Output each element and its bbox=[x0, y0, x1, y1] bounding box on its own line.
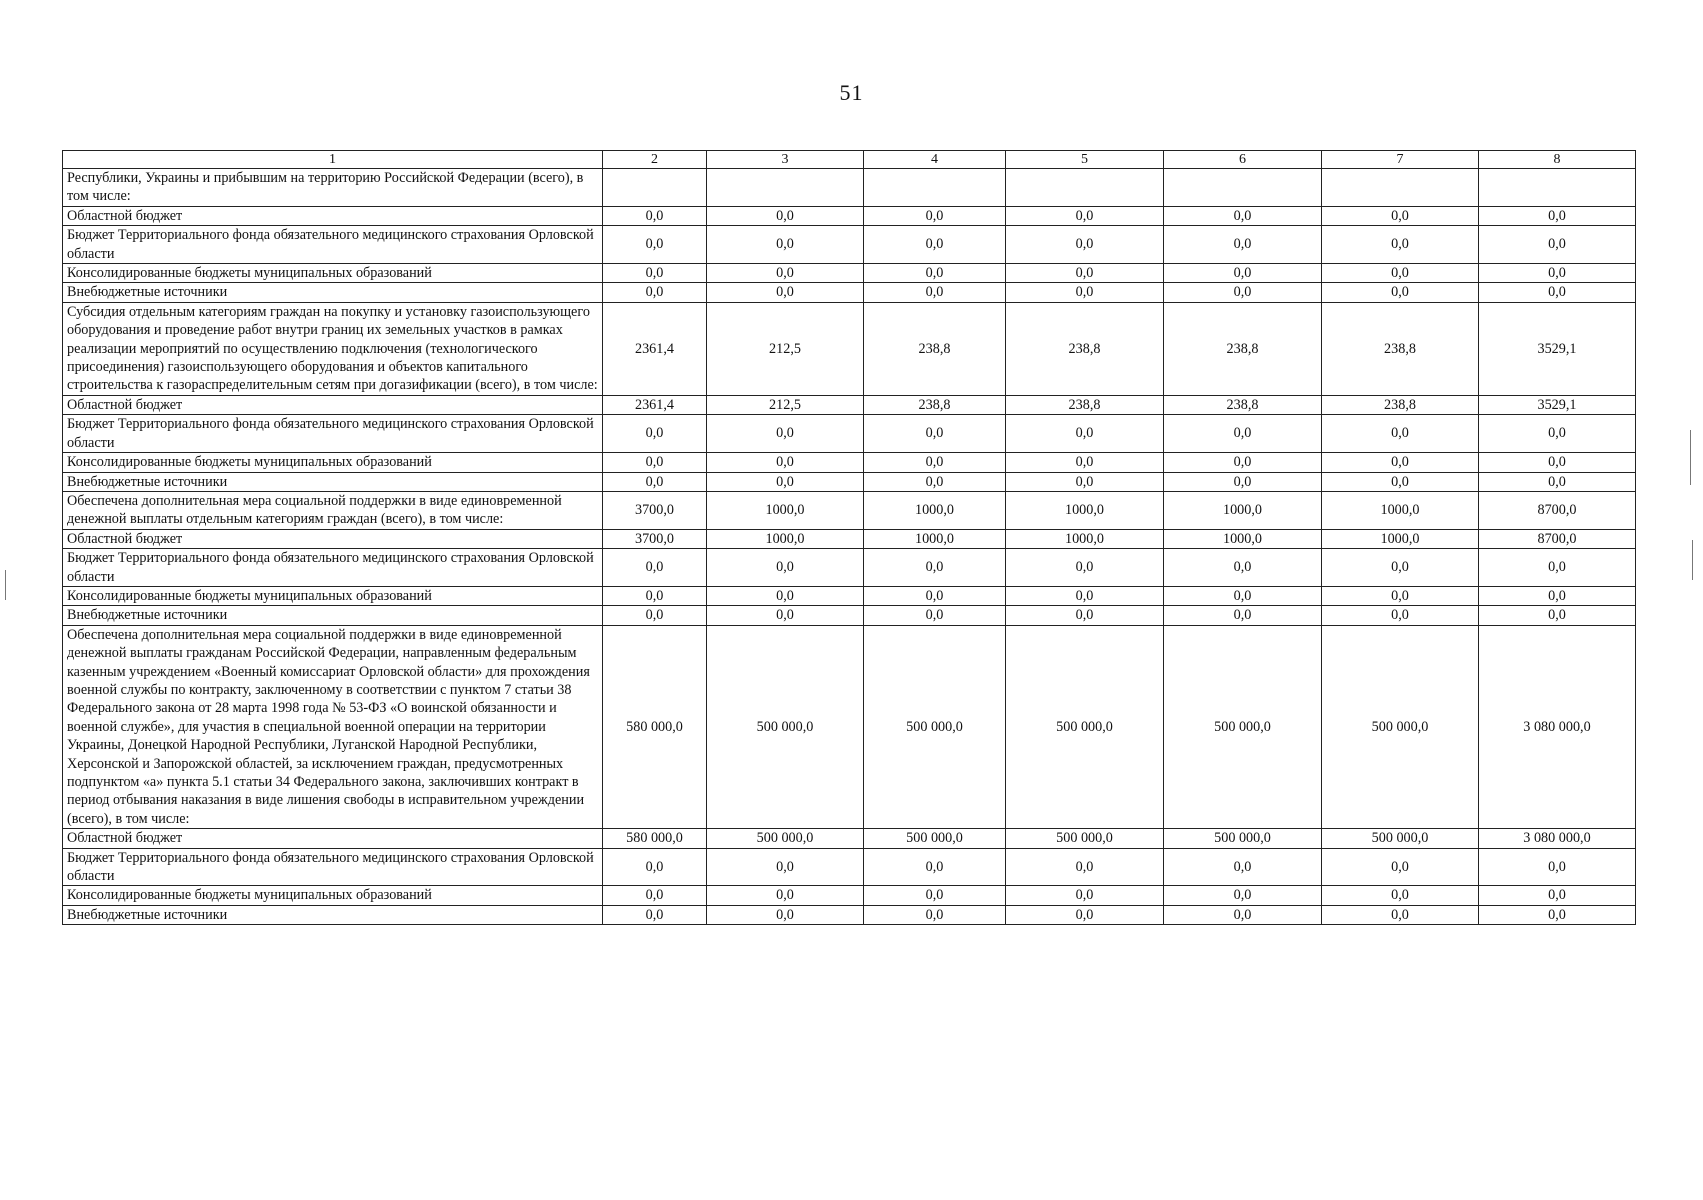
value-cell bbox=[864, 169, 1006, 207]
value-cell: 238,8 bbox=[1322, 302, 1479, 395]
value-cell: 0,0 bbox=[603, 206, 707, 225]
row-label: Внебюджетные источники bbox=[63, 472, 603, 491]
value-cell: 3529,1 bbox=[1479, 395, 1636, 414]
value-cell: 0,0 bbox=[1164, 472, 1322, 491]
table-row bbox=[63, 264, 1636, 283]
value-cell: 1000,0 bbox=[1322, 529, 1479, 548]
row-label: Консолидированные бюджеты муниципальных образований bbox=[63, 586, 603, 605]
value-cell: 1000,0 bbox=[1164, 529, 1322, 548]
table-row bbox=[63, 472, 1636, 491]
value-cell: 0,0 bbox=[603, 226, 707, 264]
value-cell: 0,0 bbox=[1479, 206, 1636, 225]
value-cell: 0,0 bbox=[1322, 606, 1479, 625]
value-cell: 0,0 bbox=[707, 226, 864, 264]
row-label: Консолидированные бюджеты муниципальных образований bbox=[63, 453, 603, 472]
value-cell: 212,5 bbox=[707, 395, 864, 414]
value-cell: 0,0 bbox=[864, 848, 1006, 886]
value-cell: 0,0 bbox=[1164, 848, 1322, 886]
value-cell: 0,0 bbox=[603, 586, 707, 605]
value-cell: 0,0 bbox=[707, 206, 864, 225]
value-cell: 238,8 bbox=[1006, 302, 1164, 395]
value-cell: 0,0 bbox=[707, 264, 864, 283]
row-label: Внебюджетные источники bbox=[63, 606, 603, 625]
value-cell: 0,0 bbox=[707, 453, 864, 472]
row-label: Областной бюджет bbox=[63, 529, 603, 548]
row-label: Областной бюджет bbox=[63, 395, 603, 414]
scan-artifact bbox=[5, 570, 6, 600]
value-cell: 0,0 bbox=[603, 606, 707, 625]
value-cell: 0,0 bbox=[864, 586, 1006, 605]
value-cell: 0,0 bbox=[1006, 586, 1164, 605]
table-row bbox=[63, 829, 1636, 848]
value-cell: 580 000,0 bbox=[603, 625, 707, 828]
value-cell: 500 000,0 bbox=[1006, 829, 1164, 848]
row-label: Консолидированные бюджеты муниципальных образований bbox=[63, 264, 603, 283]
column-header: 4 bbox=[864, 151, 1006, 169]
value-cell bbox=[1322, 169, 1479, 207]
column-header: 2 bbox=[603, 151, 707, 169]
row-label: Обеспечена дополнительная мера социальной поддержки в виде единовременной денежной выплаты гражданам Российской Федерации, направленным федеральным казенным учреждением «Военный комиссариат Орловской области» для прохождения военной службы по контракту, заключенному в соответствии с пунктом 7 статьи 38 Федерального закона от 28 марта 1998 года № 53-ФЗ «О воинской обязанности и военной службе», для участия в специальной военной операции на территории Украины, Донецкой Народной Республики, Луганской Народной Республики, Херсонской и Запорожской областей, за исключением граждан, предусмотренных подпунктом «а» пункта 5.1 статьи 34 Федерального закона, заключивших контракт в период отбывания наказания в виде лишения свободы в исправительном учреждении (всего), в том числе: bbox=[63, 625, 603, 828]
value-cell: 0,0 bbox=[707, 886, 864, 905]
value-cell: 3 080 000,0 bbox=[1479, 625, 1636, 828]
value-cell: 0,0 bbox=[1479, 848, 1636, 886]
value-cell: 0,0 bbox=[1006, 415, 1164, 453]
scan-artifact bbox=[1692, 540, 1693, 580]
value-cell: 0,0 bbox=[864, 886, 1006, 905]
value-cell: 500 000,0 bbox=[707, 829, 864, 848]
value-cell bbox=[1164, 169, 1322, 207]
value-cell: 0,0 bbox=[1164, 226, 1322, 264]
table-row bbox=[63, 905, 1636, 924]
value-cell: 1000,0 bbox=[864, 491, 1006, 529]
value-cell: 0,0 bbox=[1006, 472, 1164, 491]
value-cell: 0,0 bbox=[603, 886, 707, 905]
value-cell: 0,0 bbox=[1164, 905, 1322, 924]
value-cell: 238,8 bbox=[1164, 302, 1322, 395]
value-cell: 0,0 bbox=[1479, 549, 1636, 587]
value-cell: 238,8 bbox=[1006, 395, 1164, 414]
value-cell: 0,0 bbox=[1164, 886, 1322, 905]
value-cell bbox=[1479, 169, 1636, 207]
row-label: Обеспечена дополнительная мера социальной поддержки в виде единовременной денежной выплаты отдельным категориям граждан (всего), в том числе: bbox=[63, 491, 603, 529]
table-body bbox=[63, 169, 1636, 925]
table-row bbox=[63, 529, 1636, 548]
value-cell: 0,0 bbox=[1164, 264, 1322, 283]
table-row bbox=[63, 491, 1636, 529]
value-cell: 500 000,0 bbox=[1006, 625, 1164, 828]
row-label: Внебюджетные источники bbox=[63, 905, 603, 924]
value-cell: 3700,0 bbox=[603, 529, 707, 548]
value-cell: 0,0 bbox=[1006, 206, 1164, 225]
value-cell: 500 000,0 bbox=[864, 829, 1006, 848]
value-cell: 0,0 bbox=[1164, 549, 1322, 587]
value-cell: 0,0 bbox=[1322, 905, 1479, 924]
value-cell: 1000,0 bbox=[864, 529, 1006, 548]
value-cell bbox=[707, 169, 864, 207]
value-cell: 238,8 bbox=[1322, 395, 1479, 414]
column-header: 6 bbox=[1164, 151, 1322, 169]
value-cell: 8700,0 bbox=[1479, 491, 1636, 529]
value-cell: 3 080 000,0 bbox=[1479, 829, 1636, 848]
value-cell: 0,0 bbox=[864, 206, 1006, 225]
table-row bbox=[63, 549, 1636, 587]
table-row bbox=[63, 886, 1636, 905]
value-cell: 0,0 bbox=[864, 472, 1006, 491]
value-cell: 0,0 bbox=[1164, 206, 1322, 225]
value-cell: 1000,0 bbox=[1164, 491, 1322, 529]
value-cell: 0,0 bbox=[603, 472, 707, 491]
value-cell: 0,0 bbox=[1322, 264, 1479, 283]
value-cell: 500 000,0 bbox=[1322, 829, 1479, 848]
value-cell: 8700,0 bbox=[1479, 529, 1636, 548]
value-cell bbox=[1006, 169, 1164, 207]
value-cell: 0,0 bbox=[1479, 472, 1636, 491]
value-cell: 0,0 bbox=[1322, 283, 1479, 302]
value-cell: 0,0 bbox=[1479, 586, 1636, 605]
value-cell: 500 000,0 bbox=[707, 625, 864, 828]
value-cell: 0,0 bbox=[603, 453, 707, 472]
value-cell: 0,0 bbox=[707, 848, 864, 886]
value-cell: 0,0 bbox=[603, 264, 707, 283]
value-cell: 2361,4 bbox=[603, 302, 707, 395]
value-cell: 1000,0 bbox=[1006, 529, 1164, 548]
value-cell: 3529,1 bbox=[1479, 302, 1636, 395]
column-header: 1 bbox=[63, 151, 603, 169]
value-cell: 0,0 bbox=[1479, 886, 1636, 905]
table-row bbox=[63, 206, 1636, 225]
column-header: 5 bbox=[1006, 151, 1164, 169]
table-row bbox=[63, 586, 1636, 605]
value-cell: 0,0 bbox=[1006, 226, 1164, 264]
table-row bbox=[63, 606, 1636, 625]
value-cell: 0,0 bbox=[707, 549, 864, 587]
table-row bbox=[63, 302, 1636, 395]
value-cell: 0,0 bbox=[864, 606, 1006, 625]
value-cell: 0,0 bbox=[1479, 415, 1636, 453]
value-cell: 1000,0 bbox=[1006, 491, 1164, 529]
table-header-row bbox=[63, 151, 1636, 169]
table-row bbox=[63, 283, 1636, 302]
value-cell: 0,0 bbox=[1479, 226, 1636, 264]
column-header: 8 bbox=[1479, 151, 1636, 169]
value-cell: 0,0 bbox=[1006, 886, 1164, 905]
value-cell: 0,0 bbox=[707, 415, 864, 453]
row-label: Консолидированные бюджеты муниципальных образований bbox=[63, 886, 603, 905]
value-cell: 0,0 bbox=[1479, 606, 1636, 625]
value-cell: 3700,0 bbox=[603, 491, 707, 529]
value-cell: 0,0 bbox=[1164, 415, 1322, 453]
value-cell: 0,0 bbox=[864, 283, 1006, 302]
value-cell: 0,0 bbox=[864, 549, 1006, 587]
value-cell: 0,0 bbox=[1479, 264, 1636, 283]
value-cell: 0,0 bbox=[864, 264, 1006, 283]
value-cell: 0,0 bbox=[707, 606, 864, 625]
value-cell: 212,5 bbox=[707, 302, 864, 395]
value-cell: 0,0 bbox=[1006, 549, 1164, 587]
table-row bbox=[63, 395, 1636, 414]
value-cell: 0,0 bbox=[1006, 905, 1164, 924]
value-cell: 238,8 bbox=[864, 302, 1006, 395]
value-cell: 0,0 bbox=[1322, 226, 1479, 264]
value-cell: 0,0 bbox=[603, 549, 707, 587]
value-cell: 0,0 bbox=[1006, 848, 1164, 886]
table-row bbox=[63, 625, 1636, 828]
row-label: Республики, Украины и прибывшим на территорию Российской Федерации (всего), в том числе: bbox=[63, 169, 603, 207]
table-row bbox=[63, 453, 1636, 472]
value-cell: 580 000,0 bbox=[603, 829, 707, 848]
value-cell: 500 000,0 bbox=[864, 625, 1006, 828]
value-cell: 0,0 bbox=[1322, 549, 1479, 587]
value-cell: 0,0 bbox=[1164, 283, 1322, 302]
value-cell: 0,0 bbox=[864, 453, 1006, 472]
value-cell: 238,8 bbox=[1164, 395, 1322, 414]
value-cell: 1000,0 bbox=[707, 491, 864, 529]
value-cell: 500 000,0 bbox=[1322, 625, 1479, 828]
value-cell: 0,0 bbox=[1164, 606, 1322, 625]
table-row bbox=[63, 169, 1636, 207]
value-cell: 0,0 bbox=[707, 472, 864, 491]
row-label: Бюджет Территориального фонда обязательного медицинского страхования Орловской области bbox=[63, 549, 603, 587]
value-cell: 0,0 bbox=[1006, 264, 1164, 283]
column-header: 3 bbox=[707, 151, 864, 169]
value-cell: 500 000,0 bbox=[1164, 829, 1322, 848]
row-label: Субсидия отдельным категориям граждан на покупку и установку газоиспользующего оборудования и проведение работ внутри границ их земельных участков в рамках реализации мероприятий по осуществлению подключения (технологического присоединения) газоиспользующего оборудования и объектов капитального строительства к газораспределительным сетям при догазификации (всего), в том числе: bbox=[63, 302, 603, 395]
value-cell: 0,0 bbox=[1164, 586, 1322, 605]
column-header: 7 bbox=[1322, 151, 1479, 169]
value-cell: 0,0 bbox=[1006, 606, 1164, 625]
row-label: Областной бюджет bbox=[63, 206, 603, 225]
value-cell: 238,8 bbox=[864, 395, 1006, 414]
value-cell: 0,0 bbox=[864, 226, 1006, 264]
table-row bbox=[63, 226, 1636, 264]
value-cell: 1000,0 bbox=[707, 529, 864, 548]
value-cell: 0,0 bbox=[603, 905, 707, 924]
value-cell: 0,0 bbox=[1322, 415, 1479, 453]
value-cell: 2361,4 bbox=[603, 395, 707, 414]
value-cell: 0,0 bbox=[1322, 586, 1479, 605]
row-label: Бюджет Территориального фонда обязательного медицинского страхования Орловской области bbox=[63, 415, 603, 453]
value-cell: 0,0 bbox=[1322, 848, 1479, 886]
scan-artifact bbox=[1690, 430, 1691, 485]
page-number: 51 bbox=[839, 80, 864, 105]
value-cell: 0,0 bbox=[707, 905, 864, 924]
value-cell: 0,0 bbox=[603, 848, 707, 886]
value-cell: 1000,0 bbox=[1322, 491, 1479, 529]
row-label: Внебюджетные источники bbox=[63, 283, 603, 302]
table-row bbox=[63, 848, 1636, 886]
value-cell: 0,0 bbox=[1006, 283, 1164, 302]
value-cell bbox=[603, 169, 707, 207]
value-cell: 0,0 bbox=[1479, 905, 1636, 924]
budget-table bbox=[62, 150, 1636, 925]
value-cell: 0,0 bbox=[1006, 453, 1164, 472]
row-label: Областной бюджет bbox=[63, 829, 603, 848]
value-cell: 0,0 bbox=[1479, 283, 1636, 302]
value-cell: 0,0 bbox=[603, 415, 707, 453]
table-row bbox=[63, 415, 1636, 453]
value-cell: 0,0 bbox=[1322, 472, 1479, 491]
row-label: Бюджет Территориального фонда обязательного медицинского страхования Орловской области bbox=[63, 848, 603, 886]
value-cell: 0,0 bbox=[864, 415, 1006, 453]
value-cell: 0,0 bbox=[1322, 886, 1479, 905]
value-cell: 0,0 bbox=[1164, 453, 1322, 472]
value-cell: 500 000,0 bbox=[1164, 625, 1322, 828]
value-cell: 0,0 bbox=[707, 283, 864, 302]
value-cell: 0,0 bbox=[1479, 453, 1636, 472]
value-cell: 0,0 bbox=[1322, 453, 1479, 472]
value-cell: 0,0 bbox=[864, 905, 1006, 924]
value-cell: 0,0 bbox=[707, 586, 864, 605]
value-cell: 0,0 bbox=[1322, 206, 1479, 225]
row-label: Бюджет Территориального фонда обязательного медицинского страхования Орловской области bbox=[63, 226, 603, 264]
value-cell: 0,0 bbox=[603, 283, 707, 302]
